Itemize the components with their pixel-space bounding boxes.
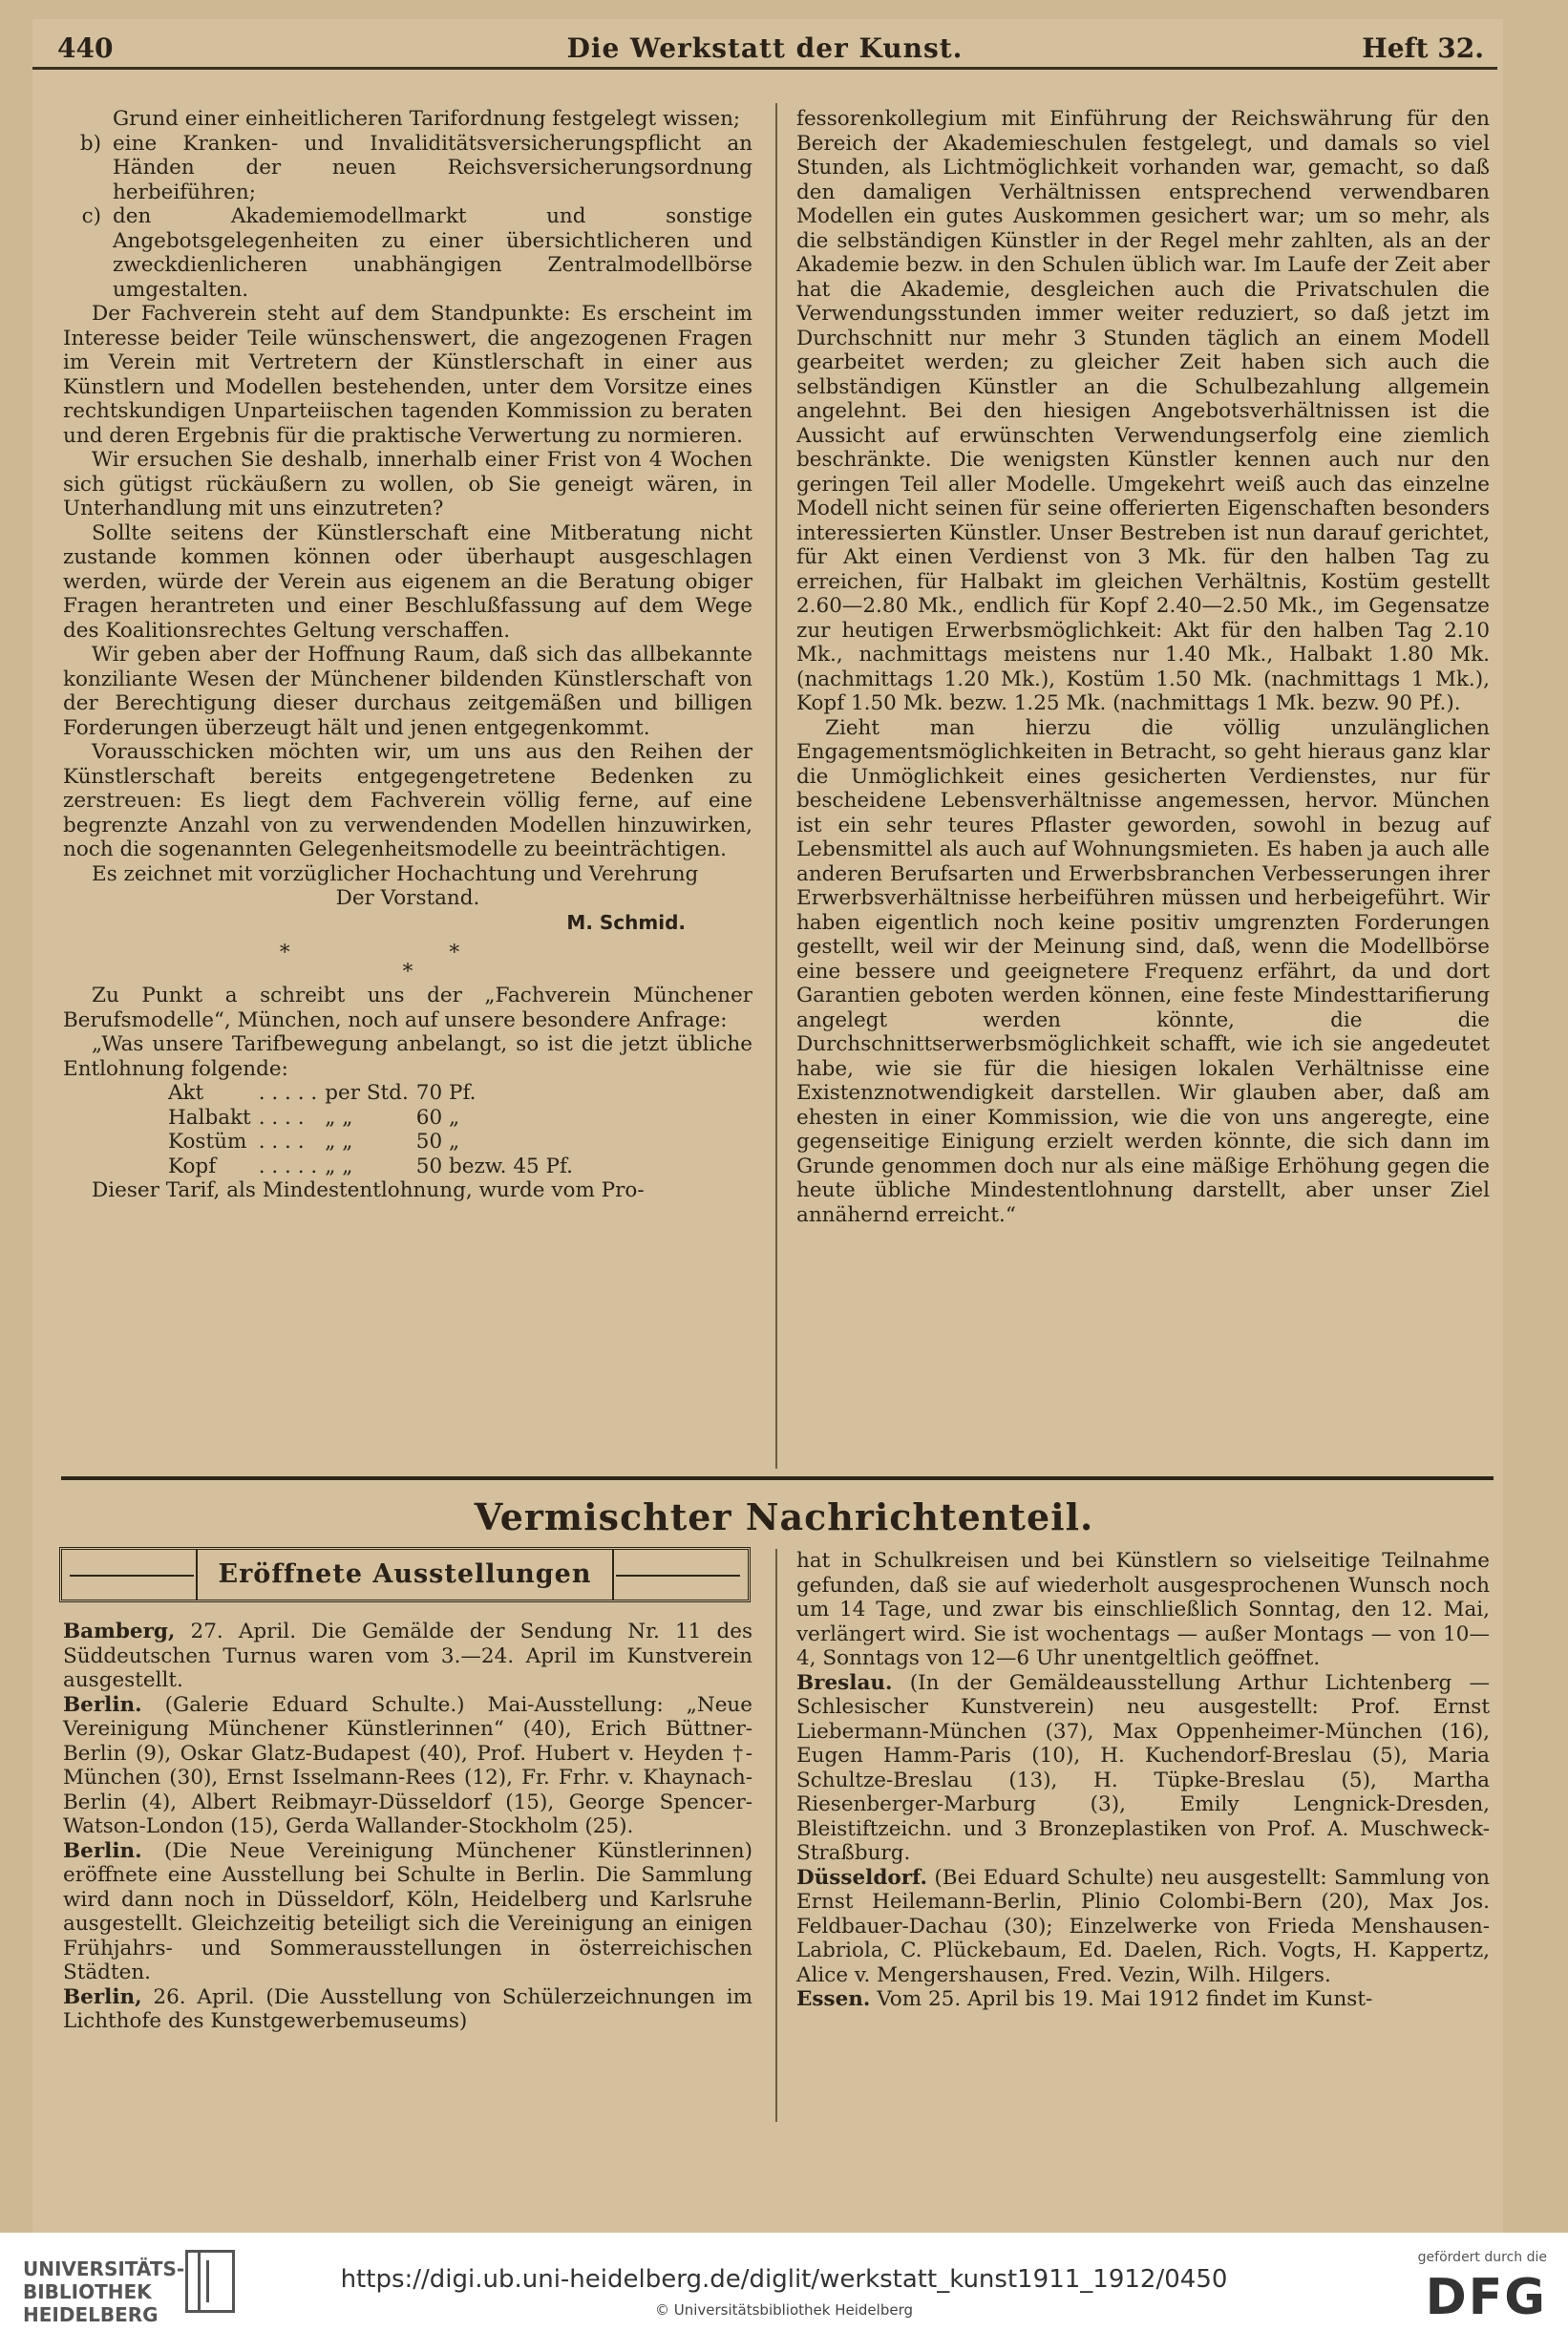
exhibition-entry	[796, 1866, 1490, 1988]
entry-city: Berlin,	[63, 1984, 142, 2009]
tariff-unit: „ „	[325, 1154, 353, 1178]
exhibition-entry	[63, 1839, 752, 1985]
section-rule	[61, 1476, 1494, 1480]
left-column	[63, 107, 752, 1203]
tariff-label: Kostüm	[168, 1130, 247, 1154]
paragraph: Wir geben aber der Hoffnung Raum, daß sich das allbekannte konziliante Wesen der Münchener bildenden Künstlerschaft von der Berechtigung dieser durchaus zeitgemäßen und billigen Forderungen überzeugt hält und jenen entgegenkommt.	[63, 643, 752, 740]
paragraph: Wir ersuchen Sie deshalb, innerhalb einer Frist von 4 Wochen sich gütigst rückäußern zu wollen, ob Sie geneigt wären, in Unterhandlung mit uns einzutreten?	[63, 448, 752, 520]
column-divider	[775, 1549, 777, 2122]
exhibition-entry	[63, 1985, 752, 2034]
funding-note: gefördert durch die	[1417, 2250, 1547, 2265]
tariff-row	[168, 1081, 581, 1106]
tariff-value: 50 bezw. 45 Pf.	[415, 1154, 574, 1178]
exhibition-entry	[796, 1671, 1490, 1866]
subsection-heading-box	[59, 1547, 751, 1602]
paragraph: Dieser Tarif, als Mindestentlohnung, wurde vom Pro-	[92, 1178, 645, 1202]
right-column	[796, 107, 1490, 1227]
tariff-unit: „ „	[325, 1105, 353, 1130]
paragraph: Es zeichnet mit vorzüglicher Hochachtung und Verehrung	[92, 861, 699, 886]
dfg-logo: DFG	[1425, 2269, 1547, 2326]
paragraph: Grund einer einheitlicheren Tarifordnung festgelegt wissen;	[113, 107, 741, 131]
journal-title: Die Werkstatt der Kunst.	[566, 32, 964, 64]
rule	[70, 1575, 194, 1577]
exhibitions-left	[63, 1620, 752, 2034]
tariff-dots: . . . .	[258, 1105, 305, 1130]
section-title: Vermischter Nachrichtenteil.	[474, 1495, 1094, 1538]
entry-text: (Galerie Eduard Schulte.) Mai-Ausstellung: „Neue Vereinigung Münchener Künstlerinnen“ (40), Erich Büttner-Berlin (9), Oskar Glatz-Budapest (40), Prof. Hubert v. Heyden †-München (30), Ernst Isselmann-Rees (12), Fr. Frhr. v. Khaynach-Berlin (4), Albert Reibmayr-Düsseldorf (15), George Spencer-Watson-London (15), Gerda Wallander-Stockholm (25).	[63, 1692, 752, 1838]
tariff-dots: . . . . .	[258, 1081, 318, 1105]
signature-name: M. Schmid.	[566, 910, 686, 934]
permalink[interactable]: https://digi.ub.uni-heidelberg.de/diglit/werkstatt_kunst1911_1912/0450	[340, 2265, 1228, 2294]
paragraph: Zieht man hierzu die völlig unzulänglichen Engagementsmöglichkeiten in Betracht, so geht hieraus ganz klar die Unmöglichkeit eines gesicherten Verdienstes, nur für bescheidene Lebensverhältnisse angemessen, hervor. München ist ein sehr teures Pflaster geworden, sowohl in bezug auf Lebensmittel als auch auf Wohnungsmieten. Es haben ja auch alle anderen Berufsarten und Erwerbsbranchen Verbesserungen ihrer Erwerbsverhältnisse herbeiführen müssen und herbeigeführt. Wir haben eigentlich noch keine positiv umgrenzten Forderungen gestellt, weil wir der Meinung sind, daß, wenn die Modellbörse eine bessere und geeignetere Frequenz erfährt, da und dort Garantien geboten werden können, eine feste Mindesttarifierung angelegt werden könnte, die die Durchschnittserwerbsmöglichkeit schafft, wie ich sie angedeutet habe, wie sie für die hiesigen lokalen Verhältnisse eine Existenznotwendigkeit darstellen. Wir glauben aber, daß am ehesten in einer Kommission, wie die von uns angeregte, eine gegenseitige Einigung erzielt werden könnte, die sich dann im Grunde genommen doch nur als eine mäßige Erhöhung gegen die heute übliche Mindestentlohnung darstellt, aber unser Ziel annähernd erreicht.“	[796, 715, 1490, 1227]
exhibition-entry	[63, 1693, 752, 1839]
entry-city: Berlin.	[63, 1838, 142, 1863]
entry-city: Bamberg,	[63, 1620, 176, 1643]
tariff-value: 60 „	[415, 1105, 460, 1130]
entry-text: 26. April. (Die Ausstellung von Schülerzeichnungen im Lichthofe des Kunstgewerbemuseums)	[63, 1984, 752, 2033]
tariff-value: 50 „	[415, 1130, 460, 1154]
entry-city: Berlin.	[63, 1692, 142, 1717]
column-divider	[775, 103, 777, 1469]
tariff-row	[168, 1106, 581, 1131]
paragraph: Der Fachverein steht auf dem Standpunkte: Es erscheint im Interesse beider Teile wünschenswert, die angezogenen Fragen im Verein mit Vertretern der Künstlerschaft in einer aus Künstlern und Modellen bestehenden, unter dem Vorsitze eines rechtskundigen Unparteiischen tagenden Kommission zu beraten und deren Ergebnis für die praktische Verwertung zu normieren.	[63, 302, 752, 448]
rule	[616, 1575, 740, 1577]
paragraph: Sollte seitens der Künstlerschaft eine Mitberatung nicht zustande kommen können oder überhaupt ausgeschlagen werden, würde der Verein aus eigenem an die Beratung obiger Fragen herantreten und einer Beschlußfassung auf dem Wege des Koalitionsrechtes Geltung verschaffen.	[63, 520, 752, 643]
list-item: c) den Akademiemodellmarkt und sonstige Angebotsgelegenheiten zu einer übersichtlicheren und zweckdienlicheren unabhängigen Zentralmodellbörse umgestalten.	[81, 204, 752, 302]
entry-text: 27. April. Die Gemälde der Sendung Nr. 11 des Süddeutschen Turnus waren vom 3.—24. April im Kunstverein ausgestellt.	[63, 1620, 752, 1692]
tariff-table	[168, 1081, 581, 1178]
entry-text: (In der Gemäldeausstellung Arthur Lichtenberg — Schlesischer Kunstverein) neu ausgestellt: Prof. Ernst Liebermann-München (37), Max Oppenheimer-München (16), Eugen Hamm-Paris (10), H. Kuchendorf-Breslau (5), Maria Schultze-Breslau (13), H. Tüpke-Breslau (5), Martha Riesenberger-Marburg (3), Emily Lengnick-Dresden, Bleistiftzeichn. und 3 Bronzeplastiken von Prof. A. Muschweck-Straßburg.	[796, 1670, 1490, 1865]
separator-star: *	[402, 959, 413, 984]
paragraph: Zu Punkt a schreibt uns der „Fachverein Münchener Berufsmodelle“, München, noch auf unsere besondere Anfrage:	[63, 984, 752, 1032]
rule	[196, 1550, 198, 1600]
footer-bar	[0, 2233, 1568, 2331]
tariff-unit: „ „	[325, 1130, 353, 1154]
entry-text: Vom 25. April bis 19. Mai 1912 findet im Kunst-	[870, 1987, 1373, 2011]
exhibition-entry	[796, 1987, 1490, 2012]
separator-stars: * *	[279, 941, 537, 964]
entry-city: Düsseldorf.	[796, 1865, 927, 1890]
copyright: © Universitätsbibliothek Heidelberg	[654, 2301, 913, 2319]
tariff-row	[168, 1155, 581, 1179]
subsection-title: Eröffnete Ausstellungen	[218, 1559, 592, 1589]
tariff-label: Halbakt	[168, 1105, 251, 1130]
tariff-dots: . . . . .	[258, 1154, 318, 1178]
paragraph: Vorausschicken möchten wir, um uns aus den Reihen der Künstlerschaft bereits entgegengetretene Bedenken zu zerstreuen: Es liegt dem Fachverein völlig ferne, auf eine begrenzte Anzahl von zu verwendenden Modellen hinzuwirken, noch die sogenannten Gelegenheitsmodelle zu beeinträchtigen.	[63, 740, 752, 861]
tariff-label: Akt	[168, 1081, 204, 1105]
page-number: 440	[57, 32, 114, 64]
entry-city: Essen.	[796, 1987, 871, 2011]
paragraph: „Was unsere Tarifbewegung anbelangt, so ist die jetzt übliche Entlohnung folgende:	[63, 1032, 752, 1081]
exhibition-entry	[796, 1549, 1490, 1671]
entry-city: Breslau.	[796, 1670, 893, 1695]
entry-text: hat in Schulkreisen und bei Künstlern so vielseitige Teilnahme gefunden, daß sie auf wiederholt ausgesprochenen Wunsch noch um 14 Tage, und zwar bis einschließlich Sonntag, den 12. Mai, verlängert wird. Sie ist wochentags — außer Montags — von 10—4, Sonntags von 12—6 Uhr unentgeltlich geöffnet.	[796, 1549, 1490, 1670]
list-item: b) eine Kranken- und Invaliditätsversicherungspflicht an Händen der neuen Reichsversicherungsordnung herbeiführen;	[79, 131, 752, 204]
paragraph: fessorenkollegium mit Einführung der Reichswährung für den Bereich der Akademieschulen festgelegt, und damals so viel Stunden, als Lichtmöglichkeit vorhanden war, gemacht, so daß den damaligen Verhältnissen entsprechend verwendbaren Modellen ein gutes Auskommen gesichert war; um so mehr, als die selbständigen Künstler in der Regel mehr zahlten, als an der Akademie bezw. in den Schulen üblich war. Im Laufe der Zeit aber hat die Akademie, desgleichen auch die Privatschulen die Verwendungsstunden immer weiter reduziert, so daß jetzt im Durchschnitt nur mehr 3 Stunden täglich an einem Modell gearbeitet werden; zu gleicher Zeit haben sich auch die selbständigen Künstler an die Schulbezahlung allgemein angelehnt. Bei den hiesigen Angebotsverhältnissen ist die Aussicht auf erwünschten Verwendungserfolg eine ziemlich beschränkte. Die wenigsten Künstler kennen auch nur den geringen Teil aller Modelle. Umgekehrt weiß auch das einzelne Modell nicht seinen für seine offerierten Eigenschaften besonders interessierten Künstler. Unser Bestreben ist nun darauf gerichtet, für Akt einen Verdienst von 3 Mk. für den halben Tag zu erreichen, für Halbakt im gleichen Verhältnis, Kostüm gestellt 2.60—2.80 Mk., endlich für Kopf 2.40—2.50 Mk., im Gegensatze zur heutigen Erwerbsmöglichkeit: Akt für den halben Tag 2.10 Mk., nachmittags meistens nur 1.40 Mk., Halbakt 1.80 Mk. (nachmittags 1.20 Mk.), Kostüm 1.50 Mk. (nachmittags 1 Mk.), Kopf 1.50 Mk. bezw. 1.25 Mk. (nachmittags 1 Mk. bezw. 90 Pf.).	[796, 107, 1490, 715]
entry-text: (Die Neue Vereinigung Münchener Künstlerinnen) eröffnete eine Ausstellung bei Schulte in Berlin. Die Sammlung wird dann noch in Düsseldorf, Köln, Heidelberg und Karlsruhe ausgestellt. Gleichzeitig beteiligt sich die Vereinigung an einigen Frühjahrs- und Sommerausstellungen in österreichischen Städten.	[63, 1838, 752, 1984]
library-name: UNIVERSITÄTS- BIBLIOTHEK HEIDELBERG	[23, 2257, 185, 2326]
page-header	[32, 32, 1497, 70]
rule	[612, 1550, 614, 1600]
exhibition-entry	[63, 1620, 752, 1693]
tariff-label: Kopf	[168, 1154, 217, 1178]
issue-number: Heft 32.	[1362, 32, 1484, 64]
tariff-row	[168, 1130, 581, 1155]
exhibitions-right	[796, 1549, 1490, 2012]
tariff-dots: . . . .	[258, 1130, 305, 1154]
tariff-unit: per Std.	[325, 1081, 409, 1105]
entry-text: (Bei Eduard Schulte) neu ausgestellt: Sammlung von Ernst Heilemann-Berlin, Plinio Colombi-Bern (20), Max Jos. Feldbauer-Dachau (30); Einzelwerke von Frieda Menshausen-Labriola, C. Plückebaum, Ed. Daelen, Rich. Vogts, H. Kappertz, Alice v. Mengershausen, Fred. Vezin, Wilh. Hilgers.	[796, 1865, 1490, 1987]
signature-org: Der Vorstand.	[335, 886, 480, 910]
tariff-value: 70 Pf.	[415, 1081, 477, 1105]
